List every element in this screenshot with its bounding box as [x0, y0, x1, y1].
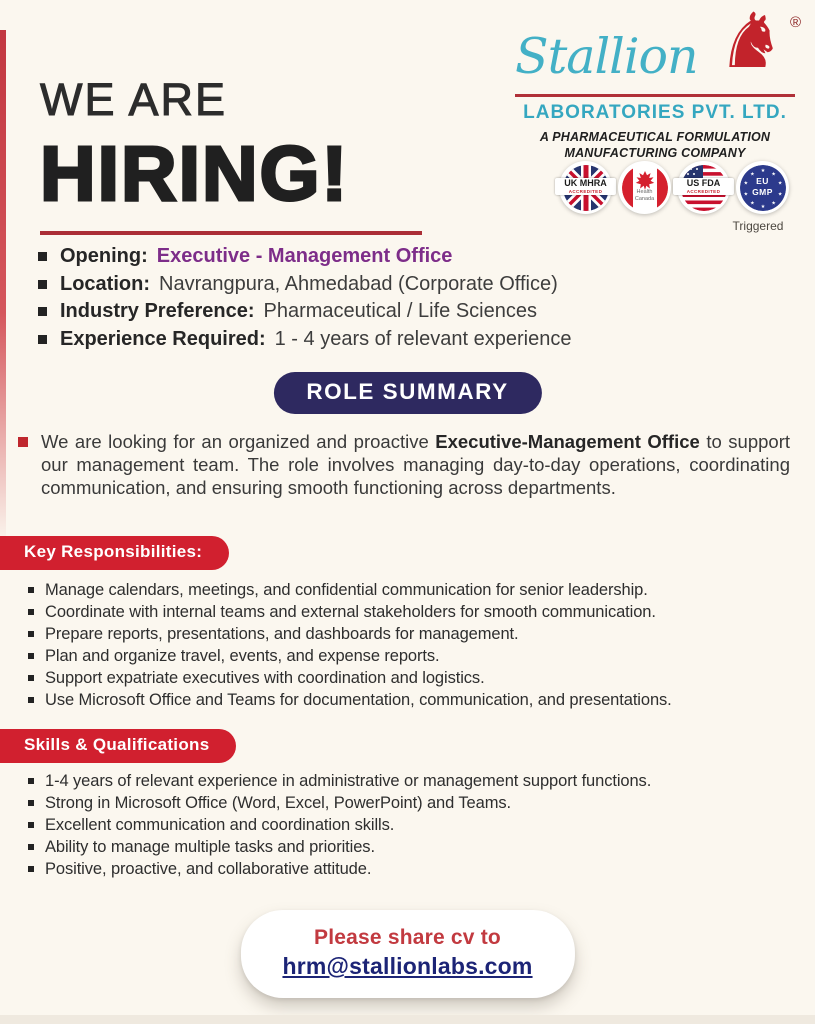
logo-underline [515, 94, 795, 97]
list-item: Ability to manage multiple tasks and priorities. [28, 836, 784, 858]
skills-heading-ribbon: Skills & Qualifications [0, 729, 236, 763]
headline-underline [40, 231, 422, 235]
svg-text:★: ★ [743, 191, 748, 198]
square-bullet-icon [38, 335, 47, 344]
svg-text:★: ★ [749, 170, 755, 177]
left-accent-bar [0, 30, 6, 544]
list-item: Manage calendars, meetings, and confidential communication for senior leadership. [28, 579, 784, 601]
svg-text:★: ★ [770, 170, 776, 177]
svg-text:★: ★ [749, 200, 755, 207]
share-cv-card [240, 910, 574, 998]
svg-text:★: ★ [777, 191, 782, 198]
square-bullet-icon [28, 866, 34, 872]
headline [40, 74, 422, 235]
company-logo [509, 0, 801, 162]
list-item: Prepare reports, presentations, and dashboards for management. [28, 623, 784, 645]
health-canada-label: Health Canada [634, 189, 655, 202]
badge-uk-mhra [559, 161, 612, 214]
list-item: Strong in Microsoft Office (Word, Excel, PowerPoint) and Teams. [28, 792, 784, 814]
role-title-bold: Executive-Management Office [435, 431, 700, 452]
brand-row [509, 0, 801, 94]
company-tagline [509, 129, 801, 162]
uk-mhra-banner [555, 178, 616, 195]
role-summary-text: We are looking for an organized and proactive Executive-Management Office to support our management team. The role involves managing day-to-day operations, coordinating communication, and ensuring smooth functioning across departments. [41, 431, 790, 499]
square-bullet-icon [28, 675, 34, 681]
tagline-line1: A PHARMACEUTICAL FORMULATION [539, 130, 771, 144]
svg-text:★: ★ [743, 179, 748, 186]
list-item: Excellent communication and coordination skills. [28, 814, 784, 836]
square-bullet-icon [38, 280, 47, 289]
square-bullet-icon [38, 307, 47, 316]
square-bullet-icon [28, 778, 34, 784]
square-bullet-icon [28, 697, 34, 703]
uk-mhra-accredited-label: ACCREDITED [568, 188, 603, 194]
eu-gmp-label: EU GMP [752, 176, 773, 198]
square-bullet-icon [28, 609, 34, 615]
us-fda-label: US FDA [686, 178, 721, 188]
list-item: Positive, proactive, and collaborative attitude. [28, 858, 784, 880]
square-bullet-icon [28, 822, 34, 828]
company-name: LABORATORIES PVT. LTD. [523, 102, 787, 123]
detail-experience: Experience Required: 1 - 4 years of relevant experience [38, 326, 571, 353]
badge-eu-gmp [736, 161, 789, 214]
us-fda-banner [673, 178, 734, 195]
svg-text:★: ★ [770, 200, 776, 207]
skills-list [28, 770, 784, 880]
detail-industry: Industry Preference: Pharmaceutical / Life Sciences [38, 298, 571, 325]
square-bullet-icon [38, 252, 47, 261]
red-square-bullet-icon [18, 437, 28, 447]
hr-email-link[interactable]: hrm@stallionlabs.com [282, 953, 533, 979]
list-item: Support expatriate executives with coordination and logistics. [28, 667, 784, 689]
badge-us-fda [677, 161, 730, 214]
list-item: Coordinate with internal teams and external stakeholders for smooth communication. [28, 601, 784, 623]
responsibilities-heading-ribbon: Key Responsibilities: [0, 536, 229, 570]
list-item: Use Microsoft Office and Teams for documentation, communication, and presentations. [28, 689, 784, 711]
certification-badges [559, 161, 789, 214]
detail-location: Location: Navrangpura, Ahmedabad (Corporate Office) [38, 271, 571, 298]
canada-flag-icon [622, 165, 668, 211]
badge-health-canada [618, 161, 671, 214]
square-bullet-icon [28, 653, 34, 659]
registered-trademark: ® [789, 14, 801, 31]
svg-text:★: ★ [760, 203, 765, 210]
hiring-text: HIRING! [40, 131, 350, 217]
list-item: 1-4 years of relevant experience in administrative or management support functions. [28, 770, 784, 792]
svg-text:★: ★ [777, 179, 782, 186]
role-summary-paragraph [18, 430, 790, 500]
brand-name-script: Stallion [515, 28, 698, 85]
job-details-list [38, 243, 571, 353]
badge-caption: Triggered [732, 219, 784, 233]
tagline-line2: MANUFACTURING COMPANY [564, 146, 746, 161]
us-fda-accredited-label: ACCREDITED [686, 188, 721, 194]
responsibilities-list [28, 579, 784, 711]
detail-opening: Opening: Executive - Management Office [38, 243, 571, 270]
svg-text:★: ★ [760, 167, 765, 174]
square-bullet-icon [28, 587, 34, 593]
uk-mhra-label: UK MHRA [564, 178, 607, 188]
share-cv-text: Please share cv to [314, 926, 501, 949]
we-are-text: WE ARE [40, 74, 228, 125]
square-bullet-icon [28, 800, 34, 806]
jumping-horse-icon: ♞ [716, 0, 785, 84]
square-bullet-icon [28, 844, 34, 850]
square-bullet-icon [28, 631, 34, 637]
bottom-edge-strip [0, 1015, 815, 1024]
role-summary-badge: ROLE SUMMARY [273, 372, 541, 414]
list-item: Plan and organize travel, events, and expense reports. [28, 645, 784, 667]
